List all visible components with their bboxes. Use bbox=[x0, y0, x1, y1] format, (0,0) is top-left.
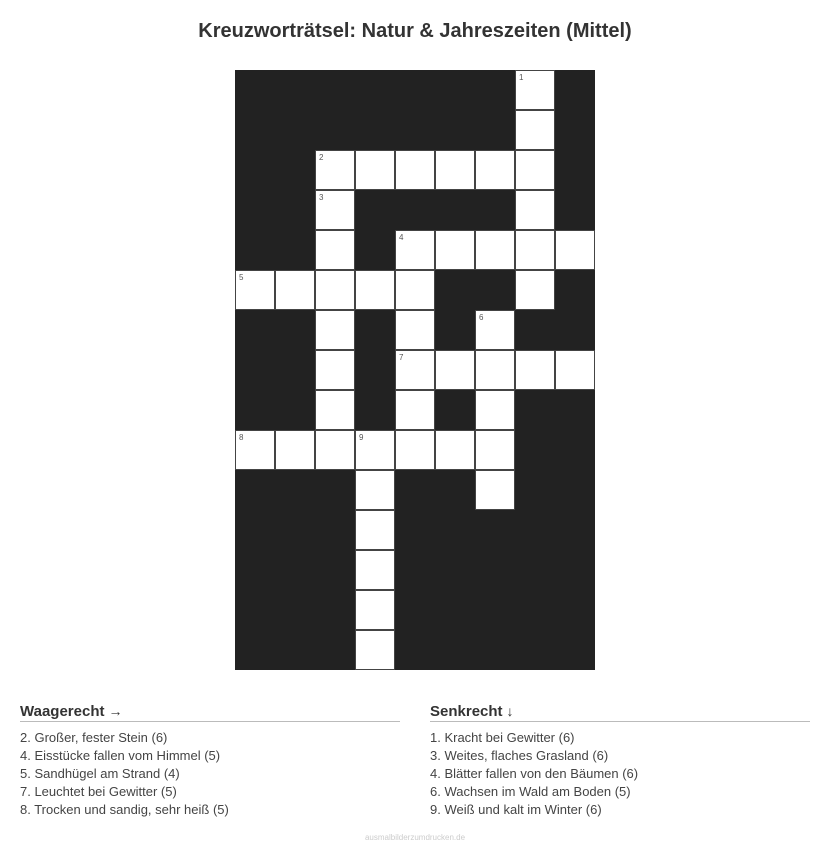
grid-cell[interactable] bbox=[475, 150, 515, 190]
grid-cell[interactable] bbox=[435, 230, 475, 270]
grid-cell[interactable] bbox=[475, 230, 515, 270]
grid-cell[interactable] bbox=[275, 430, 315, 470]
grid-cell[interactable] bbox=[355, 630, 395, 670]
grid-cell[interactable] bbox=[515, 270, 555, 310]
across-clue: 8. Trocken und sandig, sehr heiß (5) bbox=[20, 802, 229, 817]
grid-cell[interactable] bbox=[315, 230, 355, 270]
down-heading bbox=[430, 702, 810, 722]
grid-cell[interactable] bbox=[355, 510, 395, 550]
page-title: Kreuzworträtsel: Natur & Jahreszeiten (Mittel) bbox=[198, 20, 632, 42]
grid-cell[interactable] bbox=[515, 70, 555, 110]
grid-cell[interactable] bbox=[475, 430, 515, 470]
grid-cell[interactable] bbox=[235, 430, 275, 470]
grid-cell[interactable] bbox=[475, 350, 515, 390]
grid-cell[interactable] bbox=[355, 430, 395, 470]
grid-cell[interactable] bbox=[355, 550, 395, 590]
down-clue: 3. Weites, flaches Grasland (6) bbox=[430, 748, 609, 763]
arrow-right-icon: → bbox=[108, 703, 123, 719]
across-clue: 7. Leuchtet bei Gewitter (5) bbox=[20, 784, 177, 799]
grid-cell[interactable] bbox=[435, 150, 475, 190]
grid-cell[interactable] bbox=[475, 310, 515, 350]
grid-cell[interactable] bbox=[395, 230, 435, 270]
grid-cell[interactable] bbox=[435, 350, 475, 390]
grid-cell[interactable] bbox=[515, 110, 555, 150]
footer-credit: ausmalbilderzumdrucken.de bbox=[364, 833, 466, 842]
down-clues-panel bbox=[430, 702, 810, 819]
grid-cell[interactable] bbox=[435, 430, 475, 470]
grid-cell[interactable] bbox=[395, 430, 435, 470]
grid-cell[interactable] bbox=[475, 390, 515, 430]
grid-cell[interactable] bbox=[395, 390, 435, 430]
grid-cell[interactable] bbox=[355, 150, 395, 190]
grid-cell[interactable] bbox=[315, 190, 355, 230]
across-clue: 2. Großer, fester Stein (6) bbox=[20, 730, 168, 745]
down-clue: 9. Weiß und kalt im Winter (6) bbox=[430, 802, 602, 817]
across-heading bbox=[20, 702, 400, 722]
across-clue: 4. Eisstücke fallen vom Himmel (5) bbox=[20, 748, 221, 763]
crossword-grid bbox=[235, 70, 595, 670]
grid-cell[interactable] bbox=[315, 150, 355, 190]
grid-cell[interactable] bbox=[355, 270, 395, 310]
grid-cell[interactable] bbox=[395, 310, 435, 350]
grid-cell[interactable] bbox=[515, 190, 555, 230]
clue-number: 5 bbox=[239, 273, 244, 282]
clue-number: 1 bbox=[519, 73, 524, 82]
grid-cell[interactable] bbox=[315, 270, 355, 310]
clue-number: 7 bbox=[399, 353, 404, 362]
across-clue: 5. Sandhügel am Strand (4) bbox=[20, 766, 180, 781]
clue-number: 4 bbox=[399, 233, 404, 242]
grid-cell[interactable] bbox=[275, 270, 315, 310]
clue-number: 2 bbox=[319, 153, 324, 162]
grid-cell[interactable] bbox=[395, 270, 435, 310]
grid-cell[interactable] bbox=[315, 390, 355, 430]
down-clue: 6. Wachsen im Wald am Boden (5) bbox=[430, 784, 631, 799]
grid-cell[interactable] bbox=[555, 350, 595, 390]
down-heading-label: Senkrecht bbox=[430, 703, 503, 720]
grid-cell[interactable] bbox=[515, 350, 555, 390]
down-clue: 4. Blätter fallen von den Bäumen (6) bbox=[430, 766, 639, 781]
grid-cell[interactable] bbox=[355, 470, 395, 510]
grid-cell[interactable] bbox=[555, 230, 595, 270]
down-clue-list bbox=[430, 729, 810, 819]
clue-number: 6 bbox=[479, 313, 484, 322]
down-clue: 1. Kracht bei Gewitter (6) bbox=[430, 730, 575, 745]
grid-cell[interactable] bbox=[315, 310, 355, 350]
grid-cell[interactable] bbox=[515, 230, 555, 270]
across-heading-label: Waagerecht bbox=[20, 703, 105, 720]
grid-cell[interactable] bbox=[315, 350, 355, 390]
grid-cell[interactable] bbox=[515, 150, 555, 190]
arrow-down-icon: ↓ bbox=[506, 703, 514, 719]
grid-cell[interactable] bbox=[475, 470, 515, 510]
grid-cell[interactable] bbox=[355, 590, 395, 630]
across-clues-panel bbox=[20, 702, 400, 819]
grid-cell[interactable] bbox=[395, 150, 435, 190]
clue-number: 3 bbox=[319, 193, 324, 202]
grid-cell[interactable] bbox=[315, 430, 355, 470]
clue-number: 8 bbox=[239, 433, 244, 442]
grid-cell[interactable] bbox=[395, 350, 435, 390]
clue-number: 9 bbox=[359, 433, 364, 442]
grid-cell[interactable] bbox=[235, 270, 275, 310]
across-clue-list bbox=[20, 729, 400, 819]
